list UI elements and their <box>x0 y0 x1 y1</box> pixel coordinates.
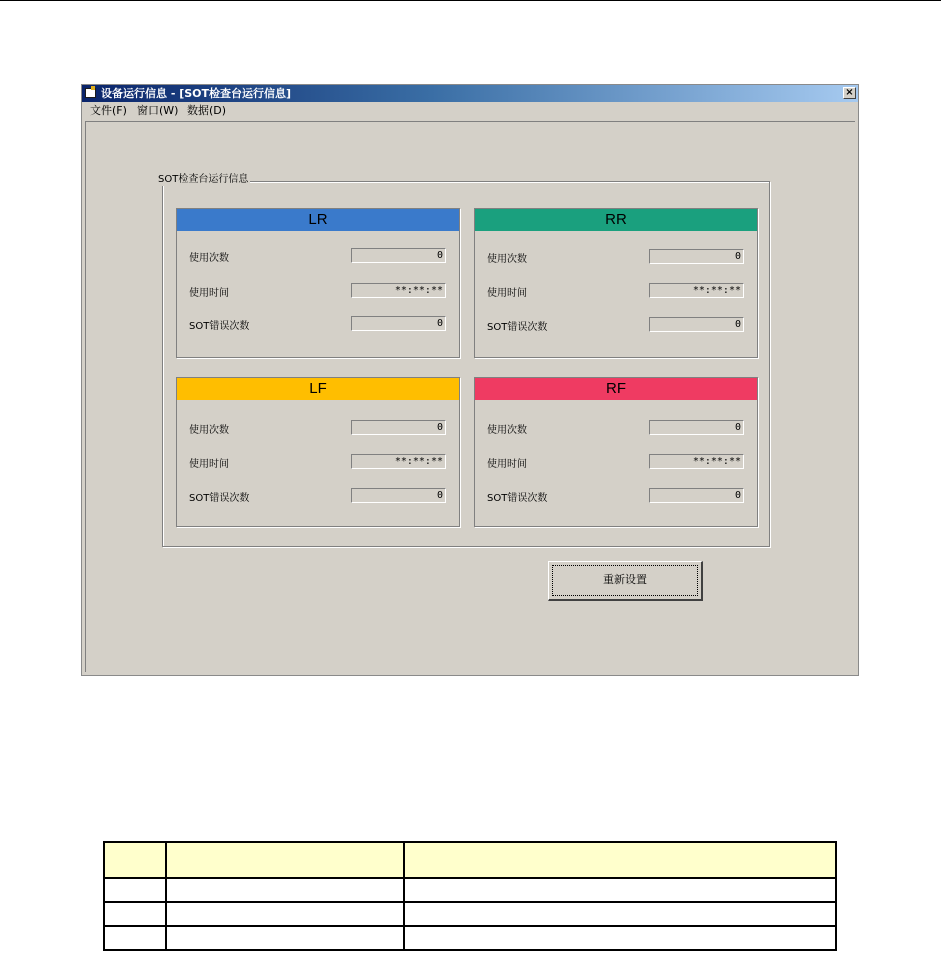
panel-rr-header: RR <box>475 209 757 231</box>
lf-sot-error-count-field: 0 <box>351 488 446 503</box>
rf-usage-count-field: 0 <box>649 420 744 435</box>
table-cell <box>104 878 166 902</box>
sot-error-count-label: SOT错误次数 <box>189 493 250 504</box>
usage-time-label: 使用时间 <box>487 459 527 470</box>
panel-rf <box>474 377 758 527</box>
app-icon <box>85 88 96 98</box>
rr-sot-error-count-field: 0 <box>649 317 744 332</box>
panel-lr <box>176 208 460 358</box>
window-title: 设备运行信息 - [SOT检查台运行信息] <box>101 87 292 100</box>
table-cell <box>104 926 166 950</box>
usage-count-label: 使用次数 <box>487 425 527 436</box>
title-bar[interactable] <box>82 85 858 102</box>
table-cell <box>166 878 404 902</box>
panel-rr <box>474 208 758 358</box>
table-row <box>104 902 836 926</box>
lr-usage-time-field: **:**:** <box>351 283 446 298</box>
reset-button[interactable]: 重新设置 <box>548 561 703 601</box>
panel-rf-header: RF <box>475 378 757 400</box>
table-header-row <box>104 842 836 878</box>
sot-error-count-label: SOT错误次数 <box>189 321 250 332</box>
group-title: SOT检查台运行信息 <box>158 174 249 185</box>
table-cell <box>404 902 836 926</box>
app-window <box>81 84 859 676</box>
menu-window[interactable]: 窗口(W) <box>137 104 179 117</box>
table-row <box>104 878 836 902</box>
usage-count-label: 使用次数 <box>189 425 229 436</box>
table-header-cell <box>166 842 404 878</box>
lr-usage-count-field: 0 <box>351 248 446 263</box>
usage-count-label: 使用次数 <box>487 254 527 265</box>
panel-lr-header: LR <box>177 209 459 231</box>
table-cell <box>404 926 836 950</box>
lr-sot-error-count-field: 0 <box>351 316 446 331</box>
sot-error-count-label: SOT错误次数 <box>487 493 548 504</box>
lf-usage-time-field: **:**:** <box>351 454 446 469</box>
panel-lf <box>176 377 460 527</box>
rr-usage-time-field: **:**:** <box>649 283 744 298</box>
usage-time-label: 使用时间 <box>189 288 229 299</box>
usage-count-label: 使用次数 <box>189 253 229 264</box>
table-cell <box>104 902 166 926</box>
usage-time-label: 使用时间 <box>189 459 229 470</box>
table-cell <box>166 926 404 950</box>
close-icon[interactable]: × <box>843 87 856 99</box>
table-header-cell <box>404 842 836 878</box>
table-cell <box>166 902 404 926</box>
table-row <box>104 926 836 950</box>
rf-usage-time-field: **:**:** <box>649 454 744 469</box>
menu-file[interactable]: 文件(F) <box>90 104 127 117</box>
menu-data[interactable]: 数据(D) <box>187 104 227 117</box>
usage-time-label: 使用时间 <box>487 288 527 299</box>
sot-error-count-label: SOT错误次数 <box>487 322 548 333</box>
top-rule <box>0 0 941 1</box>
table-cell <box>404 878 836 902</box>
rf-sot-error-count-field: 0 <box>649 488 744 503</box>
panel-lf-header: LF <box>177 378 459 400</box>
rr-usage-count-field: 0 <box>649 249 744 264</box>
table-header-cell <box>104 842 166 878</box>
menu-bar <box>82 102 858 119</box>
doc-table <box>103 841 837 951</box>
lf-usage-count-field: 0 <box>351 420 446 435</box>
